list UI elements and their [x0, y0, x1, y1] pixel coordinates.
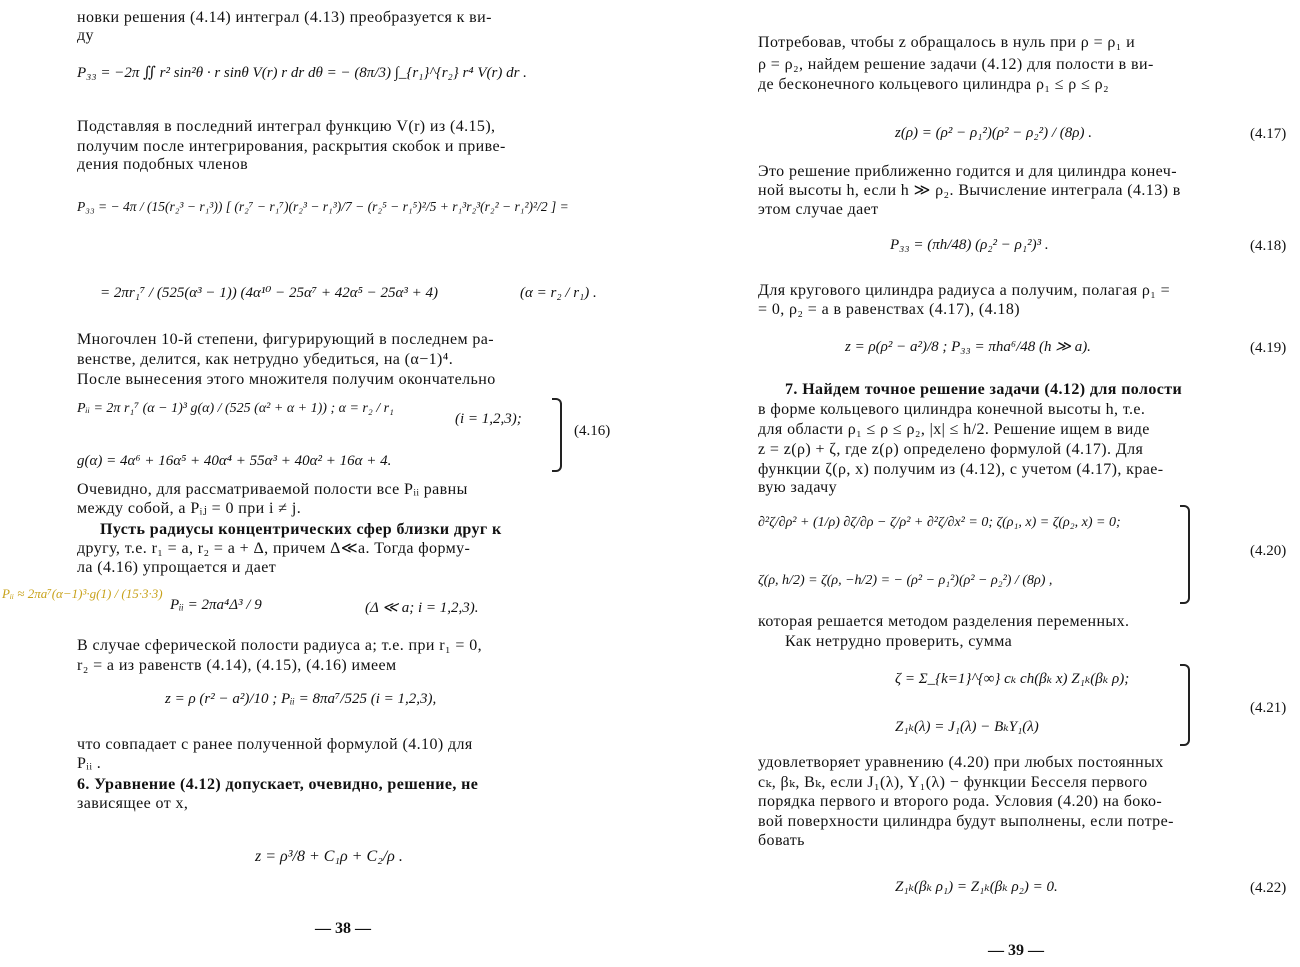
text-line: вой поверхности цилиндра будут выполнены, если потре-: [758, 813, 1174, 830]
text-line: Pᵢᵢ .: [77, 755, 102, 772]
equation-number: (4.21): [1250, 700, 1287, 716]
equation-p33-cyl: P₃₃ = (πh/48) (ρ₂² − ρ₁²)³ .: [890, 237, 1049, 253]
text-line: ла (4.16) упрощается и дает: [77, 559, 277, 576]
text-line: 6. Уравнение (4.12) допускает, очевидно, решение, не: [77, 776, 479, 793]
text-line: Многочлен 10-й степени, фигурирующий в последнем ра-: [77, 331, 495, 348]
equation-brace: [552, 398, 562, 472]
equation-pii-approx: Pᵢᵢ = 2πa⁴Δ³ / 9: [170, 597, 262, 613]
equation-alpha-def: (α = r₂ / r₁) .: [520, 285, 597, 301]
text-line: Потребовав, чтобы z обращалось в нуль при ρ = ρ₁ и: [758, 34, 1136, 51]
text-line: Как нетрудно проверить, сумма: [785, 633, 1013, 650]
equation-g-alpha: g(α) = 4α⁶ + 16α⁵ + 40α⁴ + 55α³ + 40α² + 16α + 4.: [77, 453, 392, 469]
text-line: что совпадает с ранее полученной формулой (4.10) для: [77, 736, 473, 753]
page-39: [650, 0, 1300, 967]
text-line: в форме кольцевого цилиндра конечной высоты h, т.е.: [758, 401, 1146, 418]
equation-number: (4.20): [1250, 543, 1287, 559]
text-line: После вынесения этого множителя получим окончательно: [77, 371, 496, 388]
text-line: cₖ, βₖ, Bₖ, если J₁(λ), Y₁(λ) − функции Бесселя первого: [758, 774, 1148, 791]
text-line: зависящее от x,: [77, 795, 189, 812]
equation-series: ζ = Σ_{k=1}^{∞} cₖ ch(βₖ x) Z₁ₖ(βₖ ρ);: [895, 671, 1130, 687]
text-line: порядка первого и второго рода. Условия (4.20) на боко-: [758, 793, 1163, 810]
handwritten-margin-note: Pᵢᵢ ≈ 2πa⁷(α−1)³·g(1) / (15·3·3): [2, 586, 163, 601]
text-line: для области ρ₁ ≤ ρ ≤ ρ₂, |x| ≤ h/2. Решение ищем в виде: [758, 421, 1150, 438]
equation-pii: Pᵢᵢ = 2π r₁⁷ (α − 1)³ g(α) / (525 (α² + α + 1)) ; α = r₂ / r₁: [77, 401, 394, 416]
equation-number: (4.22): [1250, 880, 1287, 896]
text-line: бовать: [758, 832, 805, 849]
text-line: получим после интегрирования, раскрытия скобок и приве-: [77, 138, 506, 155]
text-line: В случае сферической полости радиуса a; т.е. при r₁ = 0,: [77, 637, 482, 654]
text-line: вую задачу: [758, 479, 838, 496]
equation-eigen-condition: Z₁ₖ(βₖ ρ₁) = Z₁ₖ(βₖ ρ₂) = 0.: [895, 879, 1058, 895]
text-line: Это решение приближенно годится и для цилиндра конеч-: [758, 163, 1177, 180]
text-line: венстве, делится, как нетрудно убедиться, на (α−1)⁴.: [77, 351, 454, 368]
text-line: r₂ = a из равенств (4.14), (4.15), (4.16) имеем: [77, 657, 397, 674]
equation-number: (4.17): [1250, 126, 1287, 142]
equation-number: (4.16): [574, 423, 611, 439]
text-line: Пусть радиусы концентрических сфер близки друг к: [100, 521, 502, 538]
equation-sphere: z = ρ (r² − a²)/10 ; Pᵢᵢ = 8πa⁷/525 (i = 1,2,3),: [165, 691, 437, 707]
text-line: между собой, а Pᵢⱼ = 0 при i ≠ j.: [77, 500, 302, 517]
text-line: 7. Найдем точное решение задачи (4.12) для полости: [785, 381, 1183, 398]
text-line: ρ = ρ₂, найдем решение задачи (4.12) для полости в ви-: [758, 56, 1154, 73]
equation-pde: ∂²ζ/∂ρ² + (1/ρ) ∂ζ/∂ρ − ζ/ρ² + ∂²ζ/∂x² = 0; ζ(ρ₁, x) = ζ(ρ₂, x) = 0;: [758, 515, 1121, 530]
text-line: новки решения (4.14) интеграл (4.13) преобразуется к ви-: [77, 9, 492, 26]
text-line: другу, т.е. r₁ = a, r₂ = a + Δ, причем Δ≪a. Тогда форму-: [77, 540, 471, 557]
equation-pii-index: (i = 1,2,3);: [455, 411, 522, 427]
equation-polynomial: = 2πr₁⁷ / (525(α³ − 1)) (4α¹⁰ − 25α⁷ + 42α⁵ − 25α³ + 4): [100, 285, 438, 301]
text-line: удовлетворяет уравнению (4.20) при любых постоянных: [758, 754, 1164, 771]
equation-z-rho-cyl: z(ρ) = (ρ² − ρ₁²)(ρ² − ρ₂²) / (8ρ) .: [895, 125, 1092, 141]
equation-number: (4.18): [1250, 238, 1287, 254]
equation-boundary: ζ(ρ, h/2) = ζ(ρ, −h/2) = − (ρ² − ρ₁²)(ρ² − ρ₂²) / (8ρ) ,: [758, 573, 1053, 588]
text-line: z = z(ρ) + ζ, где z(ρ) определено формулой (4.17). Для: [758, 441, 1144, 458]
equation-number: (4.19): [1250, 340, 1287, 356]
equation-brace: [1180, 664, 1190, 746]
equation-brace: [1180, 505, 1190, 604]
equation-pii-approx-cond: (Δ ≪ a; i = 1,2,3).: [365, 600, 479, 616]
text-line: Для кругового цилиндра радиуса a получим, полагая ρ₁ =: [758, 282, 1171, 299]
text-line: которая решается методом разделения переменных.: [758, 613, 1130, 630]
text-line: этом случае дает: [758, 201, 879, 218]
equation-p33-integral: P₃₃ = −2π ∬ r² sin²θ · r sinθ V(r) r dr dθ = − (8π/3) ∫_{r₁}^{r₂} r⁴ V(r) dr .: [77, 65, 527, 81]
text-line: функции ζ(ρ, x) получим из (4.12), с учетом (4.17), краe-: [758, 461, 1164, 478]
equation-bessel-combo: Z₁ₖ(λ) = J₁(λ) − BₖY₁(λ): [895, 719, 1039, 735]
equation-p33-expanded: P₃₃ = − 4π / (15(r₂³ − r₁³)) [ (r₂⁷ − r₁⁷)(r₂³ − r₁³)/7 − (r₂⁵ − r₁⁵)²/5 + r₁³r₂³(r₂² − r₁²)²/2 ] =: [77, 199, 569, 214]
page-number: — 39 —: [988, 942, 1044, 959]
page-number: — 38 —: [315, 920, 371, 937]
text-line: = 0, ρ₂ = a в равенствах (4.17), (4.18): [758, 301, 1020, 318]
equation-circular-cyl: z = ρ(ρ² − a²)/8 ; P₃₃ = πha⁶/48 (h ≫ a).: [845, 339, 1091, 355]
text-line: Подставляя в последний интеграл функцию V(r) из (4.15),: [77, 118, 496, 135]
text-line: ду: [77, 27, 94, 44]
text-line: дения подобных членов: [77, 156, 249, 173]
text-line: ной высоты h, если h ≫ ρ₂. Вычисление интеграла (4.13) в: [758, 182, 1181, 199]
text-line: де бесконечного кольцевого цилиндра ρ₁ ≤ ρ ≤ ρ₂: [758, 76, 1110, 93]
text-line: Очевидно, для рассматриваемой полости все Pᵢᵢ равны: [77, 481, 468, 498]
equation-z-rho: z = ρ³/8 + C₁ρ + C₂/ρ .: [255, 848, 403, 865]
